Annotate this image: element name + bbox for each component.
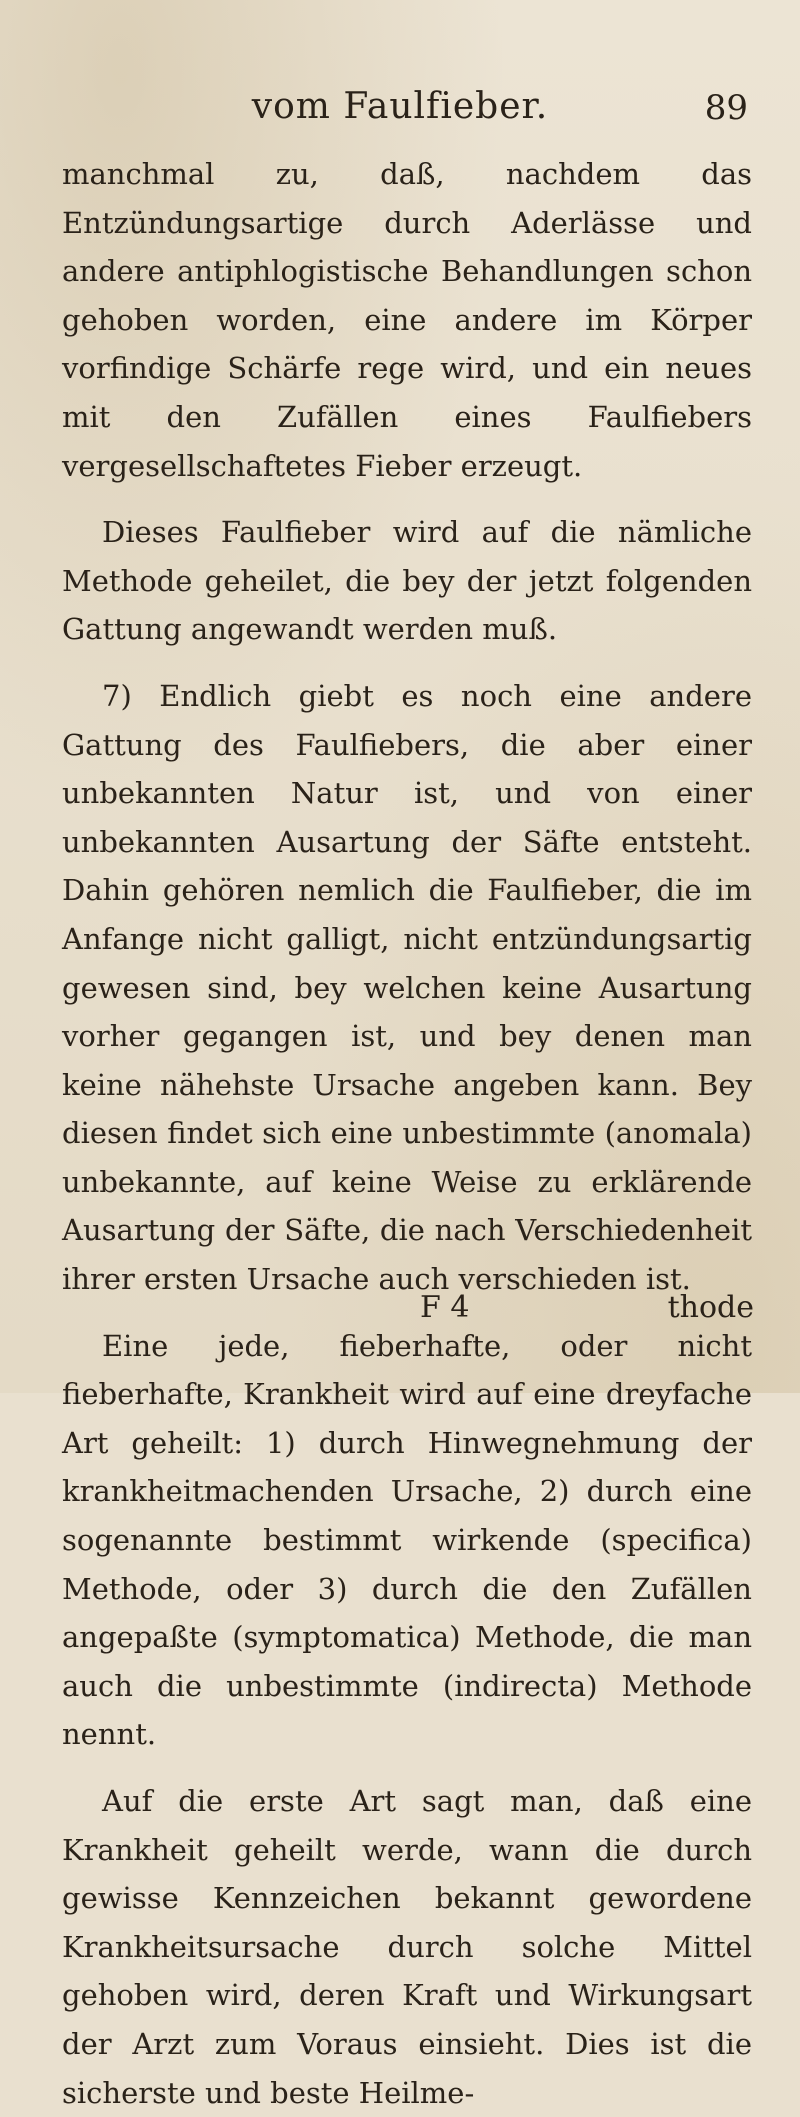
page-header — [0, 86, 800, 136]
paragraph-continuation: manchmal zu, daß, nachdem das Entzündungsartige durch Aderlässe und andere antiphlogistische Behandlungen schon gehoben worden, eine andere im Körper vorfindige Schärfe rege wird, und ein neues mit den Zufällen eines Faulfiebers vergesellschaftetes Fieber erzeugt. — [62, 157, 752, 483]
body-text — [62, 150, 752, 2117]
paragraph: Auf die erste Art sagt man, daß eine Krankheit geheilt werde, wann die durch gewisse Kennzeichen bekannt gewordene Krankheitsursache durch solche Mittel gehoben wird, deren Kraft und Wirkungsart der Arzt zum Voraus einsieht. Dies ist die sicherste und beste Heilme- — [62, 1784, 752, 2110]
paragraph: 7) Endlich giebt es noch eine andere Gattung des Faulfiebers, die aber einer unbekannten Natur ist, und von einer unbekannten Ausartung der Säfte entsteht. Dahin gehören nemlich die Faulfieber, die im Anfange nicht galligt, nicht entzündungsartig gewesen sind, bey welchen keine Ausartung vorher gegangen ist, und bey denen man keine nähehste Ursache angeben kann. Bey diesen findet sich eine unbestimmte (anomala) unbekannte, auf keine Weise zu erklärende Ausartung der Säfte, die nach Verschiedenheit ihrer ersten Ursache auch verschieden ist. — [62, 678, 752, 1297]
paragraph: Dieses Faulfieber wird auf die nämliche Methode geheilet, die bey der jetzt folgenden Gattung angewandt werden muß. — [62, 515, 752, 647]
signature-mark: F 4 — [420, 1290, 470, 1325]
running-head: vom Faulfieber. — [251, 86, 549, 127]
catchword: thode — [667, 1290, 754, 1325]
paragraph: Eine jede, fieberhafte, oder nicht fieberhafte, Krankheit wird auf eine dreyfache Art geheilt: 1) durch Hinwegnehmung der krankheitmachenden Ursache, 2) durch eine sogenannte bestimmt wirkende (specifica) Methode, oder 3) durch die den Zufällen angepaßte (symptomatica) Methode, die man auch die unbestimmte (indirecta) Methode nennt. — [62, 1328, 752, 1752]
page-footer — [0, 1290, 800, 1340]
page-number: 89 — [704, 88, 748, 128]
